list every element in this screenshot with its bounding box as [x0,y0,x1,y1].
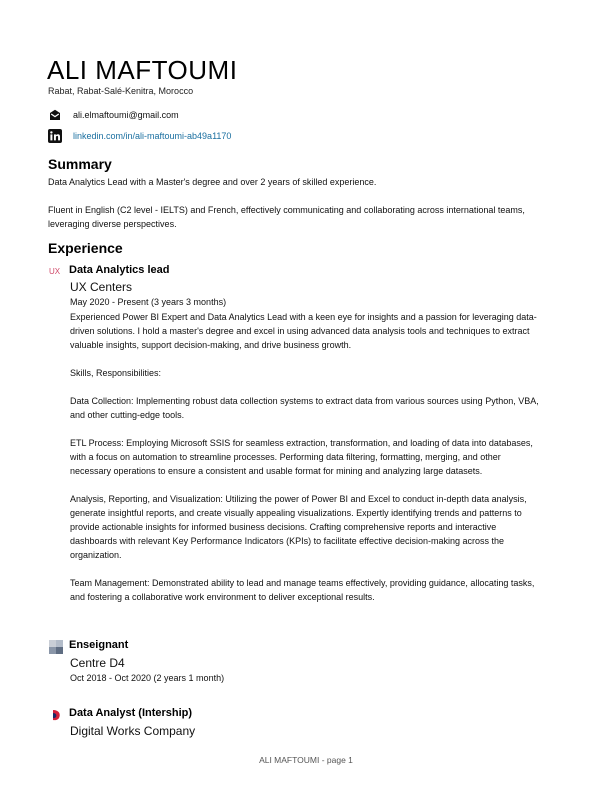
candidate-location: Rabat, Rabat-Salé-Kenitra, Morocco [48,86,194,96]
email-address[interactable]: ali.elmaftoumi@gmail.com [73,110,179,120]
job-3-title: Data Analyst (Intership) [69,707,193,719]
summary-paragraph-2: Fluent in English (C2 level - IELTS) and French, effectively communicating and collaborating across international teams, leveraging diverse perspectives. [48,205,525,229]
job-1-dates: May 2020 - Present (3 years 3 months) [70,297,227,307]
job-1-desc-para-6: Team Management: Demonstrated ability to lead and manage teams effectively, providing guidance, allocating tasks, and fostering a collaborative work environment to deliver exceptional results. [70,578,535,602]
job-1-desc-para-1: Experienced Power BI Expert and Data Analytics Lead with a keen eye for insights and a passion for leveraging data-driven solutions. I hold a master's degree and excel in using advanced data analysis tools and techniques to extract valuable insights, support decision-making, and drive business growth. [70,312,537,350]
job-3-company: Digital Works Company [70,724,196,738]
email-row [48,108,179,122]
job-1-company: UX Centers [70,280,133,294]
job-1-title: Data Analytics lead [69,264,170,276]
envelope-icon [48,108,62,122]
job-1-desc-para-4: ETL Process: Employing Microsoft SSIS for seamless extraction, transformation, and loading of data into databases, with a focus on automation to streamline processes. Performing data filtering, formatting, merging, and other necessary operations to ensure a consistent and usable format for mining and analyzing large datasets. [70,438,533,476]
job-1-desc-para-2: Skills, Responsibilities: [70,368,162,378]
page-footer: ALI MAFTOUMI - page 1 [259,755,353,765]
centre-d4-logo-icon [49,640,63,654]
experience-heading: Experience [48,240,123,256]
summary-paragraph-1: Data Analytics Lead with a Master's degree and over 2 years of skilled experience. [48,177,377,187]
ux-centers-logo-icon [49,264,63,278]
job-1-description [70,310,540,604]
job-1-desc-para-5: Analysis, Reporting, and Visualization: Utilizing the power of Power BI and Excel to conduct in-depth data analysis, generate insightful reports, and create visually appealing visualizations. Expertly identifying trends and patterns to provide actionable insights for informed business decisions. Crafting comprehensive reports and interactive dashboards with relevant Key Performance Indicators (KPIs) to facilitate effective decision-making across the organization. [70,494,527,560]
job-2-dates: Oct 2018 - Oct 2020 (2 years 1 month) [70,673,225,683]
linkedin-row [48,129,231,143]
candidate-name: ALI MAFTOUMI [47,55,238,85]
summary-heading: Summary [48,156,112,172]
job-1-desc-para-3: Data Collection: Implementing robust data collection systems to extract data from various sources using Python, VBA, and other cutting-edge tools. [70,396,539,420]
ux-logo-text: UX [49,267,61,276]
linkedin-icon [48,129,62,143]
digital-works-logo-icon [49,708,63,722]
linkedin-link[interactable]: linkedin.com/in/ali-maftoumi-ab49a1170 [73,131,232,141]
job-2-company: Centre D4 [70,656,125,670]
job-2-title: Enseignant [69,639,129,651]
